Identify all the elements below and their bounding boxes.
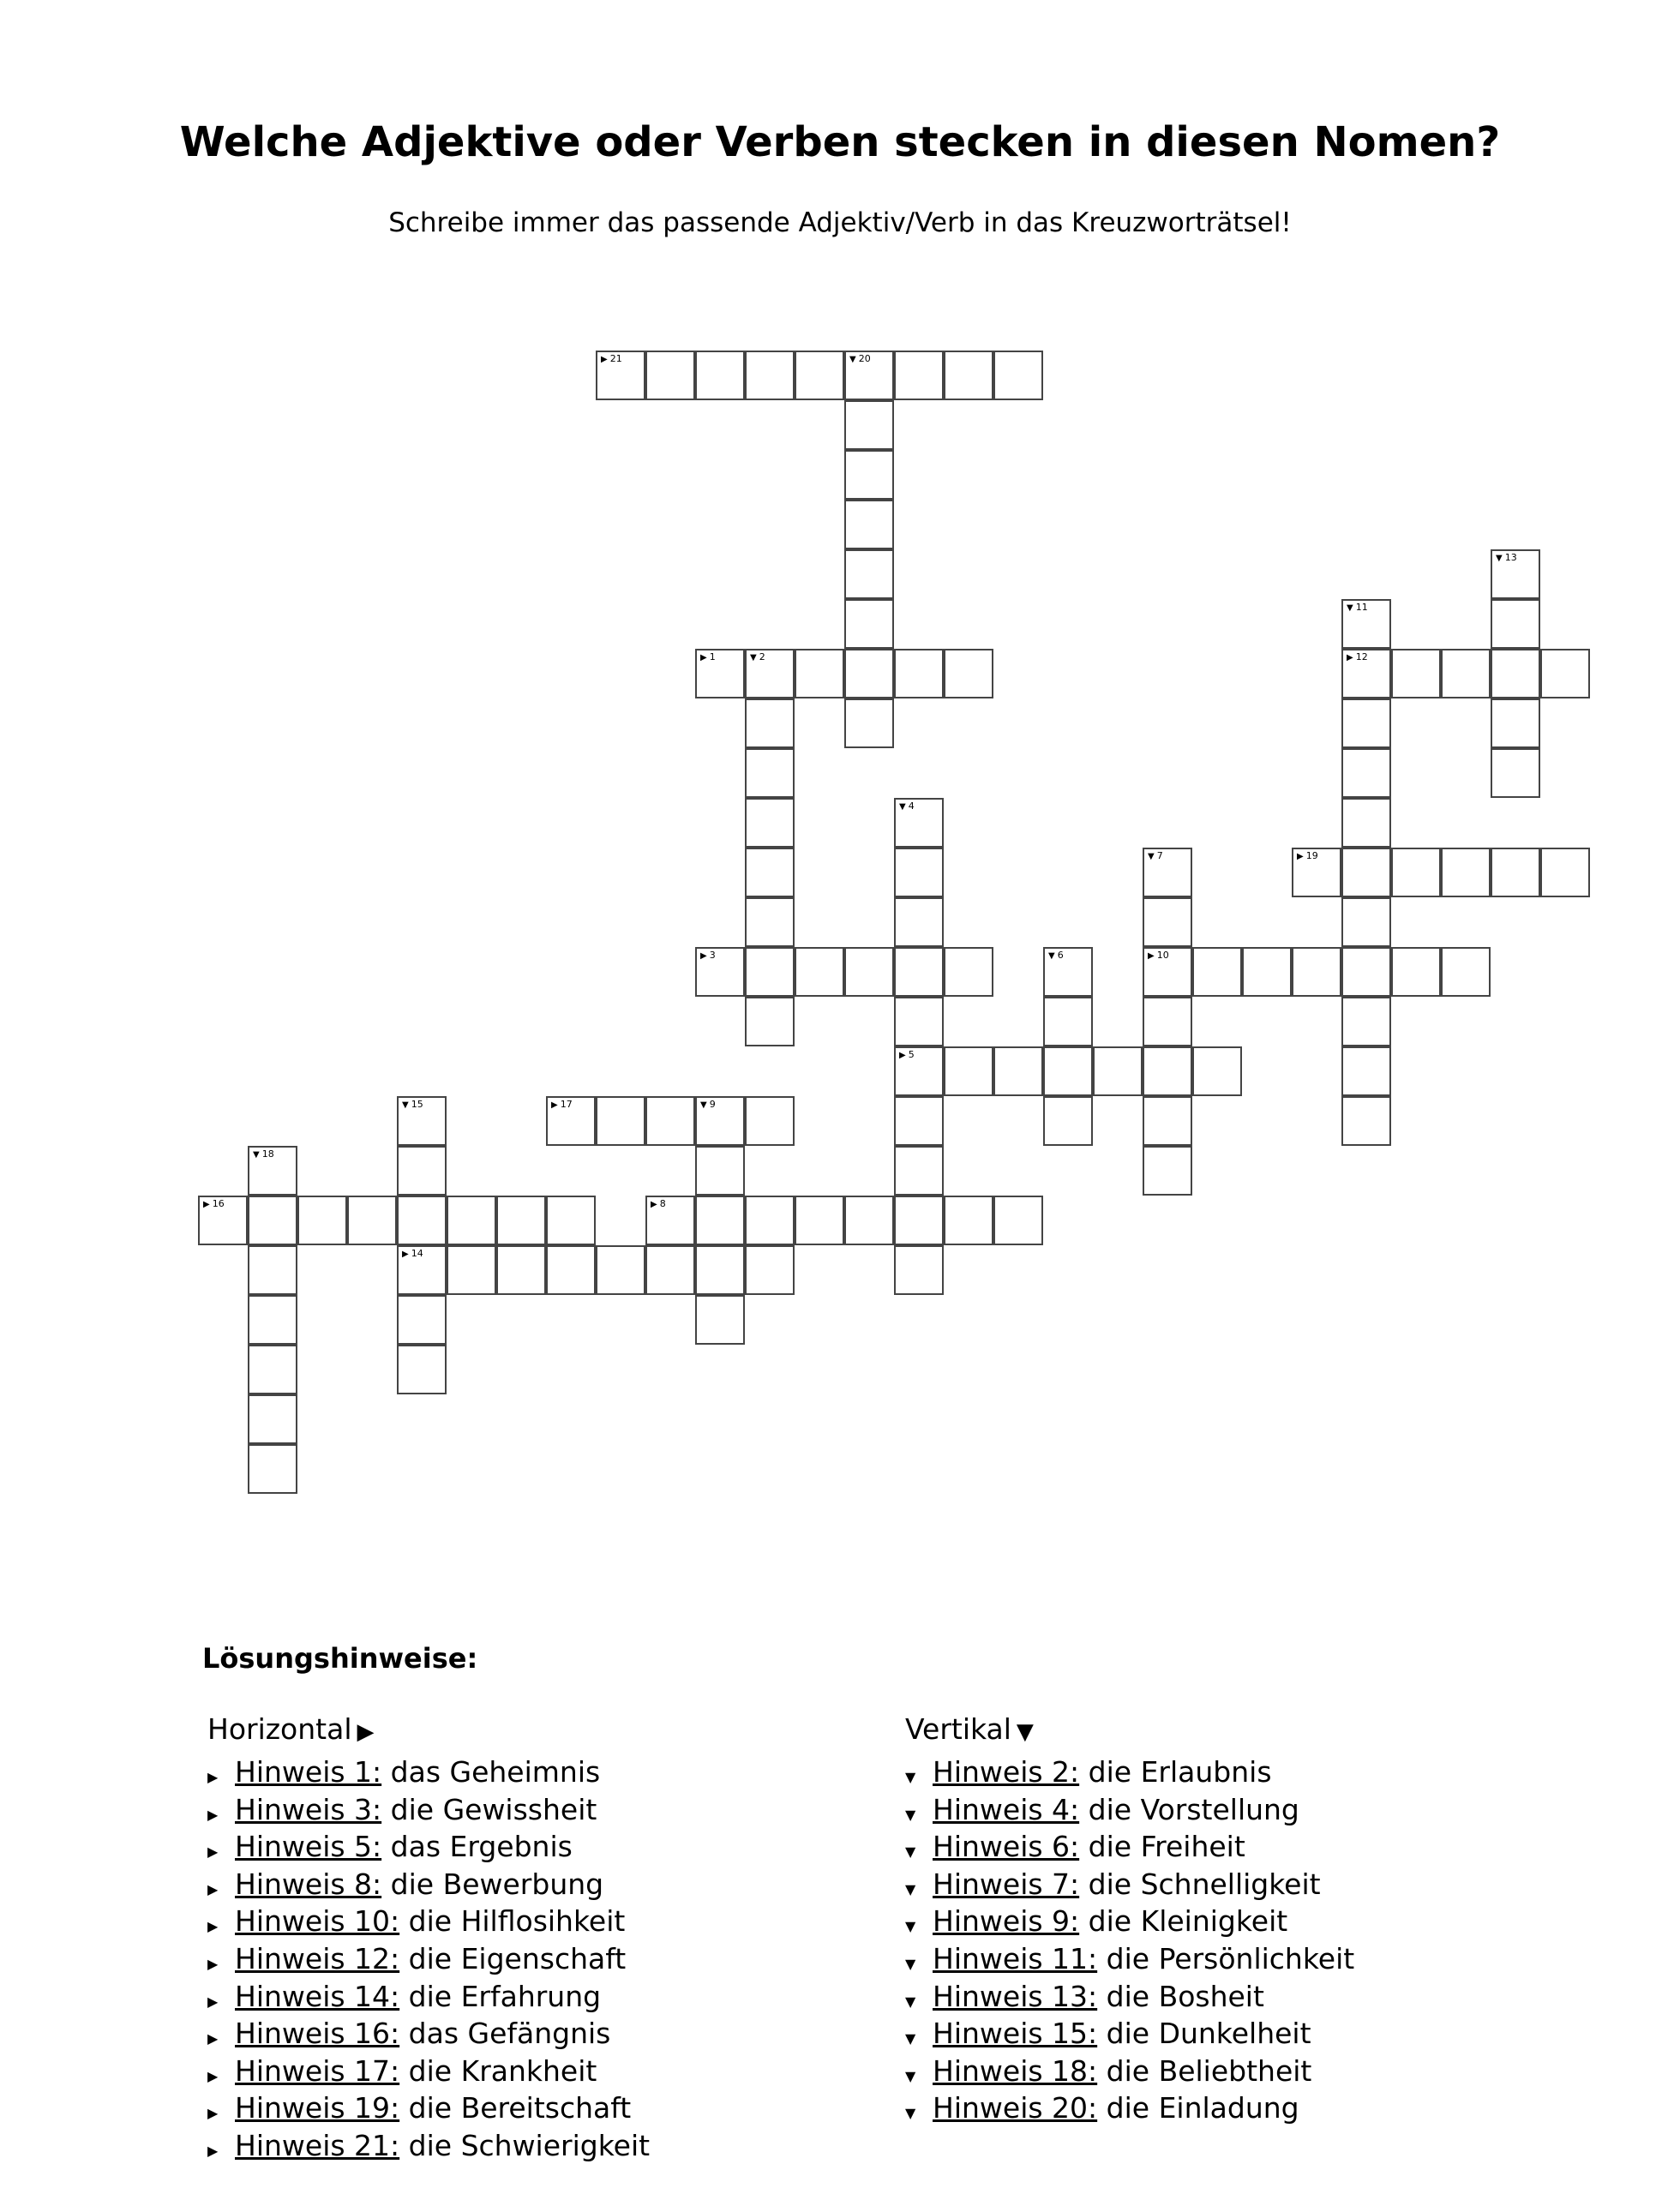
clue-number-text: 6 — [1057, 950, 1064, 961]
clue-hint-label: Hinweis 19: — [235, 2091, 400, 2125]
clue-hint-label: Hinweis 16: — [235, 2017, 400, 2051]
crossword-cell[interactable] — [1341, 1046, 1391, 1096]
crossword-cell[interactable] — [1491, 649, 1540, 698]
clue-item — [207, 1828, 650, 1866]
crossword-cell[interactable] — [894, 848, 944, 897]
crossword-cell[interactable] — [1441, 947, 1491, 997]
down-arrow-icon: ▼ — [849, 355, 856, 364]
right-arrow-icon: ▶ — [899, 1051, 906, 1060]
crossword-cell[interactable] — [844, 1196, 894, 1245]
clue-number-text: 13 — [1504, 552, 1517, 563]
crossword-cell[interactable] — [1341, 599, 1391, 649]
clue-text: die Hilflosihkeit — [408, 1904, 626, 1939]
crossword-cell[interactable] — [397, 1096, 447, 1146]
right-arrow-icon: ▶ — [207, 1918, 219, 1935]
crossword-cell[interactable] — [1192, 947, 1242, 997]
down-arrow-icon: ▼ — [905, 1993, 916, 2010]
crossword-cell[interactable] — [894, 897, 944, 947]
down-arrow-icon: ▼ — [402, 1100, 409, 1110]
clue-item — [207, 1903, 650, 1940]
clue-text: das Ergebnis — [390, 1830, 573, 1864]
crossword-cell[interactable] — [1143, 1146, 1192, 1196]
clue-number — [651, 1199, 666, 1210]
clue-text: das Gefängnis — [408, 2017, 611, 2051]
crossword-cell[interactable] — [1491, 748, 1540, 798]
crossword-cell[interactable] — [1242, 947, 1292, 997]
crossword-cell[interactable] — [1093, 1046, 1143, 1096]
crossword-cell[interactable] — [894, 351, 944, 400]
crossword-cell[interactable] — [447, 1245, 496, 1295]
clue-hint-label: Hinweis 6: — [933, 1830, 1080, 1864]
right-arrow-icon: ▶ — [207, 1955, 219, 1972]
clue-number-text: 5 — [908, 1049, 915, 1060]
clue-hint-label: Hinweis 4: — [933, 1792, 1080, 1826]
crossword-cell[interactable] — [894, 947, 944, 997]
clue-hint-label: Hinweis 2: — [933, 1755, 1080, 1789]
crossword-cell[interactable] — [695, 1146, 745, 1196]
clue-text: die Freiheit — [1088, 1830, 1245, 1864]
clue-hint-label: Hinweis 9: — [933, 1904, 1080, 1939]
down-arrow-icon: ▼ — [1048, 951, 1055, 961]
crossword-cell[interactable] — [645, 351, 695, 400]
crossword-cell[interactable] — [993, 351, 1043, 400]
clue-number — [253, 1149, 274, 1160]
clue-item — [207, 2089, 650, 2127]
crossword-cell[interactable] — [993, 1046, 1043, 1096]
clue-number-text: 7 — [1156, 850, 1163, 861]
clue-number-text: 15 — [411, 1099, 423, 1110]
clue-text: die Bewerbung — [390, 1867, 604, 1901]
clue-number — [1347, 652, 1368, 663]
right-arrow-icon: ▶ — [1347, 653, 1353, 662]
crossword-cell[interactable] — [745, 649, 795, 698]
clue-text: das Geheimnis — [390, 1755, 601, 1789]
crossword-cell[interactable] — [1143, 997, 1192, 1046]
clue-hint-label: Hinweis 20: — [933, 2091, 1098, 2125]
down-arrow-icon: ▼ — [750, 653, 757, 662]
clue-hint-label: Hinweis 17: — [235, 2053, 400, 2088]
clue-number-text: 17 — [560, 1099, 573, 1110]
crossword-cell[interactable] — [894, 1146, 944, 1196]
clue-number — [402, 1249, 423, 1260]
crossword-cell[interactable] — [894, 649, 944, 698]
right-arrow-icon: ▶ — [700, 951, 707, 961]
down-arrow-icon: ▼ — [905, 1955, 916, 1972]
right-arrow-icon: ▶ — [700, 653, 707, 662]
crossword-cell[interactable] — [944, 351, 993, 400]
clue-number-text: 2 — [759, 651, 765, 662]
crossword-cell[interactable] — [1391, 649, 1441, 698]
clue-number-text: 9 — [709, 1099, 716, 1110]
crossword-cell[interactable] — [1391, 848, 1441, 897]
clue-number — [750, 652, 765, 663]
clue-number-text: 4 — [908, 800, 915, 812]
crossword-cell[interactable] — [844, 549, 894, 599]
clue-hint-label: Hinweis 11: — [933, 1941, 1098, 1975]
crossword-cell[interactable] — [844, 698, 894, 748]
crossword-cell[interactable] — [397, 1196, 447, 1245]
clue-item — [207, 1791, 650, 1829]
crossword-cell[interactable] — [1341, 848, 1391, 897]
crossword-cell[interactable] — [894, 1096, 944, 1146]
crossword-cell[interactable] — [695, 947, 745, 997]
down-arrow-icon: ▼ — [905, 1880, 916, 1897]
crossword-cell[interactable] — [795, 649, 844, 698]
crossword-cell[interactable] — [1341, 649, 1391, 698]
crossword-cell[interactable] — [496, 1196, 546, 1245]
clue-number — [402, 1100, 423, 1111]
clue-number — [700, 950, 716, 962]
clue-number-text: 3 — [709, 950, 716, 961]
down-arrow-icon: ▼ — [1347, 603, 1353, 613]
crossword-cell[interactable] — [695, 1196, 745, 1245]
right-arrow-icon: ▶ — [207, 2142, 219, 2159]
clue-item — [207, 1753, 650, 1791]
clue-text: die Bosheit — [1106, 1979, 1264, 2013]
clue-item — [905, 2015, 1354, 2053]
clue-hint-label: Hinweis 18: — [933, 2053, 1098, 2088]
clue-hint-label: Hinweis 5: — [235, 1830, 382, 1864]
clue-number — [1496, 553, 1517, 564]
crossword-cell[interactable] — [944, 649, 993, 698]
horizontal-clues — [207, 1712, 650, 2165]
crossword-cell[interactable] — [894, 798, 944, 848]
crossword-cell[interactable] — [795, 947, 844, 997]
clue-hint-label: Hinweis 12: — [235, 1941, 400, 1975]
clue-text: die Bereitschaft — [408, 2091, 632, 2125]
down-arrow-icon: ▼ — [1148, 852, 1155, 861]
clue-hint-label: Hinweis 14: — [235, 1979, 400, 2013]
clue-item — [905, 1940, 1354, 1978]
down-arrow-icon: ▼ — [899, 802, 906, 812]
right-arrow-icon: ▶ — [207, 1880, 219, 1897]
crossword-cell[interactable] — [993, 1196, 1043, 1245]
down-arrow-icon: ▼ — [253, 1150, 260, 1160]
clue-number — [1148, 851, 1163, 862]
crossword-cell[interactable] — [944, 947, 993, 997]
crossword-cell[interactable] — [1341, 748, 1391, 798]
hints-heading: Lösungshinweise: — [202, 1642, 478, 1675]
crossword-cell[interactable] — [894, 1046, 944, 1096]
crossword-cell[interactable] — [1341, 1096, 1391, 1146]
crossword-cell[interactable] — [1341, 947, 1391, 997]
clue-text: die Schnelligkeit — [1088, 1867, 1321, 1901]
down-arrow-icon: ▼ — [905, 1843, 916, 1861]
right-arrow-icon: ▶ — [651, 1200, 657, 1209]
crossword-cell[interactable] — [695, 1096, 745, 1146]
clue-number — [203, 1199, 225, 1210]
clue-item — [207, 1866, 650, 1903]
crossword-cell[interactable] — [248, 1245, 297, 1295]
crossword-cell[interactable] — [1143, 897, 1192, 947]
crossword-cell[interactable] — [248, 1444, 297, 1494]
crossword-cell[interactable] — [1540, 848, 1590, 897]
clue-item — [905, 2089, 1354, 2127]
clue-text: die Persönlichkeit — [1106, 1941, 1355, 1975]
clue-item — [905, 1791, 1354, 1829]
right-arrow-icon: ▶ — [207, 1769, 219, 1785]
crossword-cell[interactable] — [844, 500, 894, 549]
clue-text: die Schwierigkeit — [408, 2128, 651, 2162]
crossword-cell[interactable] — [1441, 649, 1491, 698]
crossword-cell[interactable] — [1391, 947, 1441, 997]
clue-hint-label: Hinweis 8: — [235, 1867, 382, 1901]
crossword-cell[interactable] — [1491, 848, 1540, 897]
crossword-cell[interactable] — [1043, 1046, 1093, 1096]
crossword-cell[interactable] — [695, 1245, 745, 1295]
right-arrow-icon: ▶ — [1297, 852, 1304, 861]
clue-number — [551, 1100, 573, 1111]
crossword-cell[interactable] — [248, 1345, 297, 1394]
crossword-cell[interactable] — [1143, 848, 1192, 897]
crossword-cell[interactable] — [844, 450, 894, 500]
crossword-cell[interactable] — [844, 400, 894, 450]
crossword-cell[interactable] — [844, 599, 894, 649]
clue-item — [905, 1753, 1354, 1791]
crossword-cell[interactable] — [1341, 997, 1391, 1046]
crossword-cell[interactable] — [496, 1245, 546, 1295]
clue-item — [905, 1828, 1354, 1866]
crossword-cell[interactable] — [1192, 1046, 1242, 1096]
crossword-cell[interactable] — [894, 1196, 944, 1245]
crossword-cell[interactable] — [1341, 798, 1391, 848]
crossword-cell[interactable] — [397, 1295, 447, 1345]
right-arrow-icon: ▶ — [1148, 951, 1155, 961]
crossword-cell[interactable] — [695, 1295, 745, 1345]
crossword-cell[interactable] — [645, 1245, 695, 1295]
crossword-cell[interactable] — [745, 997, 795, 1046]
crossword-cell[interactable] — [1292, 848, 1341, 897]
crossword-cell[interactable] — [397, 1245, 447, 1295]
crossword-cell[interactable] — [944, 1196, 993, 1245]
crossword-cell[interactable] — [1043, 1096, 1093, 1146]
crossword-cell[interactable] — [198, 1196, 248, 1245]
clue-number-text: 21 — [609, 353, 622, 364]
crossword-cell[interactable] — [596, 351, 645, 400]
right-arrow-icon: ▶ — [601, 355, 608, 364]
crossword-cell[interactable] — [397, 1146, 447, 1196]
down-arrow-icon: ▼ — [905, 2105, 916, 2122]
clue-text: die Gewissheit — [390, 1792, 597, 1826]
crossword-cell[interactable] — [1491, 698, 1540, 748]
clue-hint-label: Hinweis 7: — [933, 1867, 1080, 1901]
crossword-cell[interactable] — [546, 1096, 596, 1146]
clue-item — [905, 2053, 1354, 2090]
crossword-cell[interactable] — [844, 351, 894, 400]
horizontal-label: Horizontal — [207, 1712, 352, 1746]
clue-text: die Dunkelheit — [1106, 2017, 1311, 2051]
down-arrow-icon: ▼ — [905, 1918, 916, 1935]
crossword-cell[interactable] — [397, 1345, 447, 1394]
crossword-cell[interactable] — [745, 897, 795, 947]
clue-number — [849, 354, 871, 365]
crossword-cell[interactable] — [248, 1295, 297, 1345]
crossword-cell[interactable] — [447, 1196, 496, 1245]
page-subtitle: Schreibe immer das passende Adjektiv/Verb in das Kreuzworträtsel! — [388, 207, 1292, 238]
page-title: Welche Adjektive oder Verben stecken in diesen Nomen? — [179, 118, 1501, 166]
clue-number-text: 1 — [709, 651, 716, 662]
crossword-cell[interactable] — [248, 1394, 297, 1444]
down-arrow-icon: ▼ — [905, 2067, 916, 2084]
clue-text: die Beliebtheit — [1106, 2053, 1312, 2088]
vertical-heading — [905, 1712, 1354, 1753]
clue-item — [905, 1866, 1354, 1903]
crossword-cell[interactable] — [745, 848, 795, 897]
right-arrow-icon: ▶ — [207, 2067, 219, 2084]
vertical-clue-list — [905, 1753, 1354, 2127]
crossword-cell[interactable] — [745, 1245, 795, 1295]
clue-text: die Einladung — [1106, 2091, 1299, 2125]
right-arrow-icon: ▶ — [551, 1100, 558, 1110]
crossword-cell[interactable] — [645, 1096, 695, 1146]
right-arrow-icon: ▶ — [207, 1843, 219, 1861]
clue-text: die Erfahrung — [408, 1979, 602, 2013]
down-arrow-icon: ▼ — [905, 2030, 916, 2047]
horizontal-clue-list — [207, 1753, 650, 2165]
clue-number-text: 16 — [212, 1198, 225, 1209]
right-arrow-icon: ▶ — [207, 1993, 219, 2010]
crossword-cell[interactable] — [347, 1196, 397, 1245]
clue-number-text: 11 — [1355, 602, 1368, 613]
clue-item — [207, 2127, 650, 2165]
down-arrow-icon: ▼ — [700, 1100, 707, 1110]
right-arrow-icon: ▶ — [207, 1806, 219, 1823]
clue-number-text: 8 — [659, 1198, 666, 1209]
clue-text: die Krankheit — [408, 2053, 597, 2088]
vertical-label: Vertikal — [905, 1712, 1011, 1746]
crossword-cell[interactable] — [695, 649, 745, 698]
crossword-cell[interactable] — [745, 947, 795, 997]
crossword-cell[interactable] — [596, 1096, 645, 1146]
crossword-cell[interactable] — [1441, 848, 1491, 897]
down-arrow-icon: ▼ — [905, 1806, 916, 1823]
crossword-cell[interactable] — [745, 351, 795, 400]
clue-text: die Vorstellung — [1088, 1792, 1299, 1826]
clue-hint-label: Hinweis 13: — [933, 1979, 1098, 2013]
clue-number — [1048, 950, 1064, 962]
crossword-cell[interactable] — [1043, 947, 1093, 997]
crossword-cell[interactable] — [1341, 897, 1391, 947]
clue-number — [1347, 602, 1368, 614]
crossword-cell[interactable] — [1143, 1096, 1192, 1146]
crossword-cell[interactable] — [645, 1196, 695, 1245]
crossword-cell[interactable] — [1491, 549, 1540, 599]
crossword-cell[interactable] — [1043, 997, 1093, 1046]
crossword-cell[interactable] — [844, 947, 894, 997]
clue-number-text: 18 — [261, 1148, 274, 1160]
down-arrow-icon: ▼ — [1496, 554, 1503, 563]
crossword-cell[interactable] — [844, 649, 894, 698]
crossword-cell[interactable] — [546, 1196, 596, 1245]
crossword-cell[interactable] — [297, 1196, 347, 1245]
clue-item — [207, 1940, 650, 1978]
clue-hint-label: Hinweis 21: — [235, 2128, 400, 2162]
clue-item — [207, 2053, 650, 2090]
clue-hint-label: Hinweis 3: — [235, 1792, 382, 1826]
horizontal-heading — [207, 1712, 650, 1753]
crossword-cell[interactable] — [894, 1245, 944, 1295]
clue-number — [1148, 950, 1169, 962]
crossword-cell[interactable] — [745, 698, 795, 748]
clue-text: die Kleinigkeit — [1088, 1904, 1288, 1939]
crossword-cell[interactable] — [1143, 947, 1192, 997]
clue-text: die Eigenschaft — [408, 1941, 627, 1975]
clue-hint-label: Hinweis 15: — [933, 2017, 1098, 2051]
crossword-cell[interactable] — [596, 1245, 645, 1295]
clue-number-text: 19 — [1305, 850, 1318, 861]
crossword-cell[interactable] — [248, 1196, 297, 1245]
clue-number-text: 12 — [1355, 651, 1368, 662]
crossword-cell[interactable] — [745, 748, 795, 798]
clue-hint-label: Hinweis 10: — [235, 1904, 400, 1939]
clue-number-text: 14 — [411, 1248, 423, 1259]
crossword-cell[interactable] — [795, 351, 844, 400]
crossword-cell[interactable] — [695, 351, 745, 400]
clue-item — [207, 1978, 650, 2016]
clue-number — [899, 801, 915, 812]
clue-number — [700, 1100, 716, 1111]
vertical-clues — [905, 1712, 1354, 2127]
right-arrow-icon: ▶ — [357, 1719, 375, 1745]
down-arrow-icon: ▼ — [905, 1769, 916, 1785]
crossword-cell[interactable] — [745, 1196, 795, 1245]
crossword-cell[interactable] — [1341, 698, 1391, 748]
clue-hint-label: Hinweis 1: — [235, 1755, 382, 1789]
clue-item — [905, 1903, 1354, 1940]
clue-item — [905, 1978, 1354, 2016]
crossword-cell[interactable] — [1540, 649, 1590, 698]
clue-number — [601, 354, 622, 365]
clue-text: die Erlaubnis — [1088, 1755, 1272, 1789]
crossword-cell[interactable] — [546, 1245, 596, 1295]
crossword-cell[interactable] — [894, 997, 944, 1046]
crossword-cell[interactable] — [795, 1196, 844, 1245]
clue-number — [899, 1050, 915, 1061]
clue-number-text: 10 — [1156, 950, 1169, 961]
right-arrow-icon: ▶ — [207, 2030, 219, 2047]
clue-item — [207, 2015, 650, 2053]
clue-number — [1297, 851, 1318, 862]
right-arrow-icon: ▶ — [207, 2105, 219, 2122]
clue-number-text: 20 — [858, 353, 871, 364]
crossword-cell[interactable] — [248, 1146, 297, 1196]
right-arrow-icon: ▶ — [203, 1200, 210, 1209]
crossword-cell[interactable] — [745, 1096, 795, 1146]
crossword-cell[interactable] — [944, 1046, 993, 1096]
crossword-cell[interactable] — [1491, 599, 1540, 649]
clue-number — [700, 652, 716, 663]
crossword-cell[interactable] — [1292, 947, 1341, 997]
down-arrow-icon: ▼ — [1016, 1719, 1034, 1745]
crossword-cell[interactable] — [745, 798, 795, 848]
crossword-cell[interactable] — [1143, 1046, 1192, 1096]
right-arrow-icon: ▶ — [402, 1250, 409, 1259]
